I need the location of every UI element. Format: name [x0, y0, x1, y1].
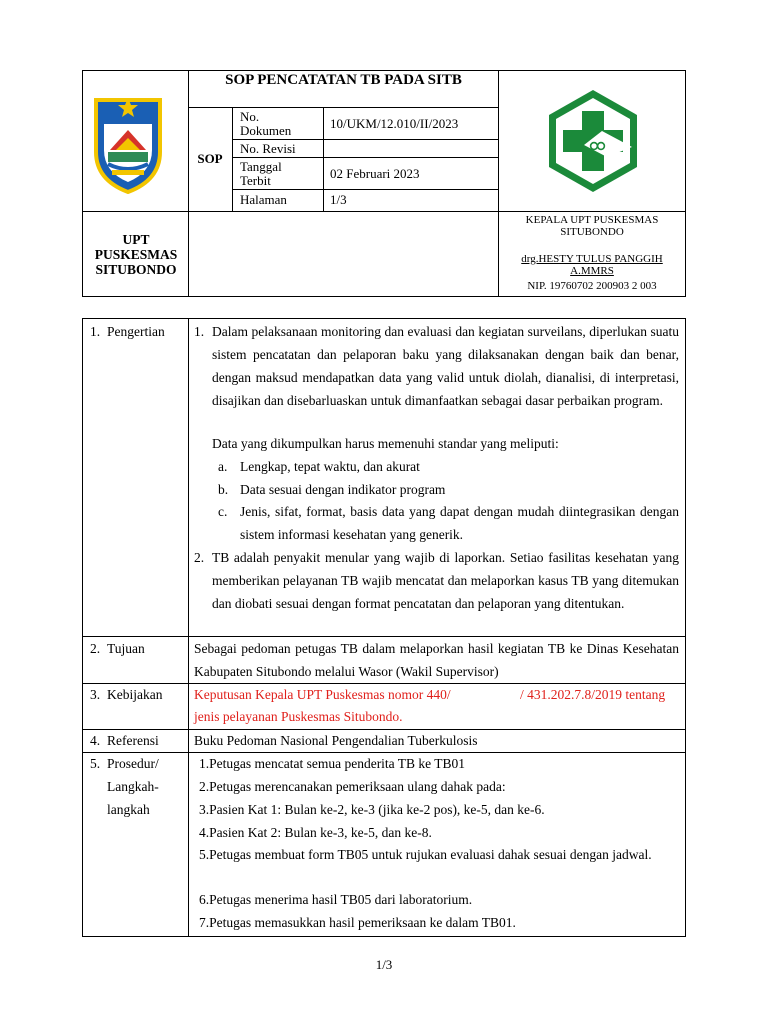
signatory-name: drg.HESTY TULUS PANGGIH A.MMRS [521, 253, 663, 277]
referensi-number: 4. [90, 733, 101, 748]
regency-emblem [90, 90, 166, 194]
puskesmas-logo [539, 87, 647, 195]
pengertian-item1-number: 1. [194, 324, 205, 339]
kebijakan-label: Kebijakan [107, 687, 163, 702]
signature-block [500, 214, 684, 292]
subitem-a-letter: a. [218, 459, 228, 474]
prosedur-step-3: 3.Pasien Kat 1: Bulan ke-2, ke-3 (jika ke-2 pos), ke-5, dan ke-6. [199, 802, 545, 817]
data-standard-intro: Data yang dikumpulkan harus memenuhi standar yang meliputi: [212, 436, 559, 451]
kebijakan-line1-a: Keputusan Kepala UPT Puskesmas nomor 440/ [194, 687, 451, 702]
prosedur-label-line2: Langkah- [107, 779, 159, 794]
prosedur-label-line3: langkah [107, 802, 150, 817]
prosedur-step-7: 7.Petugas memasukkan hasil pemeriksaan ke dalam TB01. [199, 915, 516, 930]
pengertian-number: 1. [90, 324, 101, 339]
prosedur-number: 5. [90, 756, 101, 771]
pengertian-label: Pengertian [107, 324, 165, 339]
tujuan-label: Tujuan [107, 641, 145, 656]
prosedur-step-5: 5.Petugas membuat form TB05 untuk rujukan evaluasi dahak sesuai dengan jadwal. [199, 847, 652, 862]
revision-label: No. Revisi [240, 141, 296, 156]
prosedur-step-1: 1.Petugas mencatat semua penderita TB ke TB01 [199, 756, 466, 771]
doc-number-value: 10/UKM/12.010/II/2023 [330, 116, 459, 131]
subitem-a-text: Lengkap, tepat waktu, dan akurat [240, 459, 420, 474]
page-value: 1/3 [330, 192, 347, 207]
signatory-title: KEPALA UPT PUSKESMAS SITUBONDO [525, 214, 659, 238]
pengertian-item2-text: TB adalah penyakit menular yang wajib di laporkan. Setiao fasilitas kesehatan yang memberikan pelayanan TB wajib mencatat dan melaporkan kasus TB yang ditemukan dan diobati sesuai dengan format pencatatan dan pelaporan yang ditentukan. [212, 550, 679, 611]
page-footer: 1/3 [375, 957, 393, 972]
tujuan-text: Sebagai pedoman petugas TB dalam melaporkan hasil kegiatan TB ke Dinas Kesehatan Kabupaten Situbondo melalui Wasor (Wakil Supervisor) [194, 641, 679, 679]
sop-title: SOP PENCATATAN TB PADA SITB [225, 72, 462, 88]
org-name: UPT PUSKESMAS SITUBONDO [94, 232, 178, 277]
referensi-label: Referensi [107, 733, 159, 748]
issue-date-label: Tanggal Terbit [240, 159, 282, 188]
pengertian-item1-text: Dalam pelaksanaan monitoring dan evaluasi dan kegiatan surveilans, diperlukan suatu sistem pencatatan dan pelaporan baku yang dilaksanakan dengan baik dan benar, dengan maksud mendapatkan data yang valid untuk diolah, dianalisi, di interpretasi, disajikan dan disebarluaskan untuk dimanfaatkan sebagai dasar perbaikan program. [212, 324, 679, 408]
subitem-b-text: Data sesuai dengan indikator program [240, 482, 446, 497]
signatory-nip: NIP. 19760702 200903 2 003 [527, 280, 657, 292]
kebijakan-number: 3. [90, 687, 101, 702]
doc-number-label: No. Dokumen [240, 109, 292, 138]
prosedur-step-2: 2.Petugas merencanakan pemeriksaan ulang dahak pada: [199, 779, 506, 794]
subitem-c-text: Jenis, sifat, format, basis data yang dapat dengan mudah diintegrasikan dengan sistem informasi kesehatan yang generik. [240, 504, 679, 542]
referensi-text: Buku Pedoman Nasional Pengendalian Tuberkulosis [194, 733, 478, 748]
sop-label: SOP [197, 151, 223, 166]
prosedur-label-line1: Prosedur/ [107, 756, 159, 771]
kebijakan-line2: jenis pelayanan Puskesmas Situbondo. [194, 709, 403, 724]
tujuan-number: 2. [90, 641, 101, 656]
prosedur-step-4: 4.Pasien Kat 2: Bulan ke-3, ke-5, dan ke-8. [199, 825, 432, 840]
pengertian-item2-number: 2. [194, 550, 205, 565]
subitem-b-letter: b. [218, 482, 229, 497]
page-label: Halaman [240, 192, 287, 207]
prosedur-step-6: 6.Petugas menerima hasil TB05 dari laboratorium. [199, 892, 473, 907]
subitem-c-letter: c. [218, 504, 228, 519]
kebijakan-line1-b: / 431.202.7.8/2019 tentang [520, 687, 666, 702]
issue-date-value: 02 Februari 2023 [330, 166, 420, 181]
